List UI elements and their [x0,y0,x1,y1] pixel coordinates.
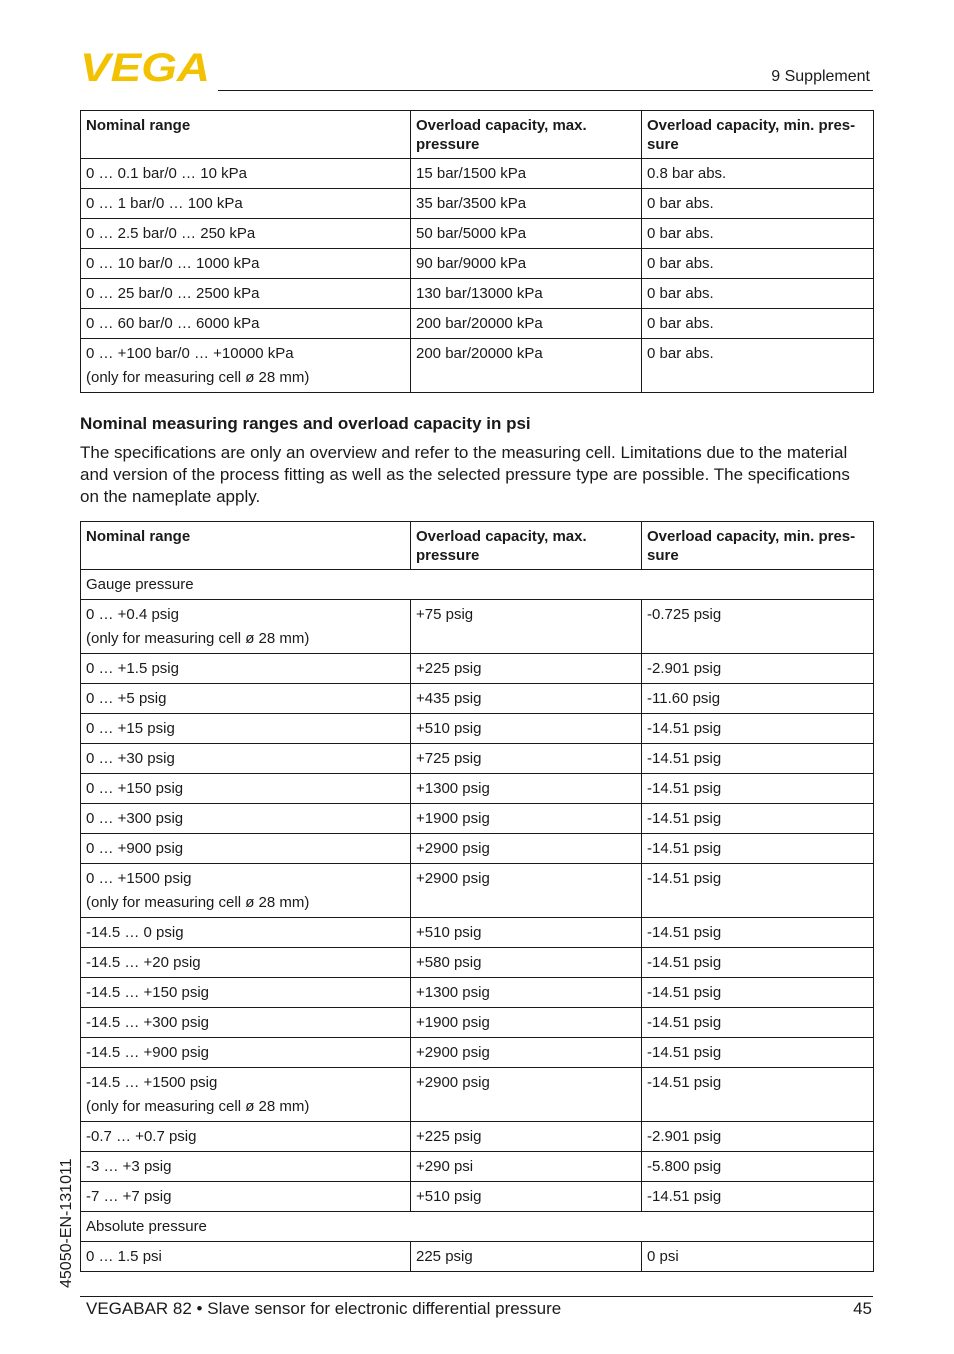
table-row [81,774,874,804]
footer-title: VEGABAR 82 • Slave sensor for electronic differential pressure [86,1299,562,1318]
nominal-range-cell [81,804,411,834]
overload-min-cell-text: 0 bar abs. [647,225,714,242]
overload-min-cell [642,918,874,948]
table-row [81,1008,874,1038]
table-row [81,339,874,393]
overload-min-cell [642,1038,874,1068]
overload-max-cell [411,918,642,948]
table-row [81,189,874,219]
nominal-range-cell [81,339,411,393]
nominal-range-cell-text: 0 … 1 bar/0 … 100 kPa [86,195,243,212]
overload-min-cell [642,714,874,744]
table-row [81,279,874,309]
nominal-range-cell-text: 0 … +100 bar/0 … +10000 kPa [86,345,294,362]
nominal-range-cell [81,1182,411,1212]
section-heading: Nominal measuring ranges and overload capacity in psi [80,414,531,433]
overload-min-cell [642,1068,874,1122]
overload-max-cell [411,1242,642,1272]
overload-max-cell-text: +435 psig [416,690,482,707]
document-id: 45050-EN-131011 [58,1158,75,1288]
nominal-range-cell-text: -7 … +7 psig [86,1188,172,1205]
nominal-range-cell [81,1068,411,1122]
nominal-range-cell-text: 0 … 10 bar/0 … 1000 kPa [86,255,260,272]
overload-min-cell [642,1122,874,1152]
overload-min-cell-text: -14.51 psig [647,810,722,827]
overload-max-cell [411,684,642,714]
overload-max-cell [411,159,642,189]
table-row [81,219,874,249]
overload-max-cell-text: +2900 psig [416,1044,490,1061]
nominal-range-cell [81,600,411,654]
nominal-range-cell [81,249,411,279]
psi-range-table [80,521,874,1272]
overload-min-cell-text: -2.901 psig [647,1128,722,1145]
table-row [81,918,874,948]
nominal-range-cell [81,864,411,918]
overload-max-cell [411,1122,642,1152]
overload-max-cell-text: +1900 psig [416,1014,490,1031]
nominal-range-cell [81,189,411,219]
overload-max-cell-text: +2900 psig [416,1074,490,1091]
overload-min-cell-text: 0 bar abs. [647,315,714,332]
overload-max-cell-text: +75 psig [416,606,474,623]
overload-min-cell [642,339,874,393]
nominal-range-cell [81,1122,411,1152]
nominal-range-cell-text: 0 … +1.5 psig [86,660,179,677]
overload-max-cell-text: 200 bar/20000 kPa [416,315,543,332]
table-header-row [81,111,874,159]
overload-max-cell-text: 130 bar/13000 kPa [416,285,543,302]
nominal-range-cell [81,684,411,714]
section-paragraph: The specifications are only an overview and refer to the measuring cell. Limitations due to the material and version of the process fitting as well as the selected pressure type are possible. The specifications on the nameplate apply. [80,443,850,506]
table-row [81,1242,874,1272]
overload-max-cell [411,948,642,978]
table-row [81,948,874,978]
table-row [81,1068,874,1122]
nominal-range-cell-text: 0 … +0.4 psig [86,606,179,623]
nominal-range-cell [81,948,411,978]
overload-max-cell-text: 35 bar/3500 kPa [416,195,527,212]
overload-max-cell [411,864,642,918]
nominal-range-cell-text: -14.5 … +900 psig [86,1044,209,1061]
group-gauge-pressure-label: Gauge pressure [81,570,874,600]
overload-max-cell [411,834,642,864]
table-row [81,309,874,339]
overload-min-cell-text: 0 bar abs. [647,345,714,362]
overload-max-cell [411,744,642,774]
nominal-range-cell [81,834,411,864]
overload-max-cell [411,1038,642,1068]
nominal-range-cell-text: 0 … 0.1 bar/0 … 10 kPa [86,165,247,182]
overload-min-cell [642,1152,874,1182]
overload-max-cell [411,309,642,339]
overload-max-cell [411,189,642,219]
overload-min-cell [642,684,874,714]
overload-min-cell [642,1182,874,1212]
overload-max-cell [411,804,642,834]
nominal-range-cell [81,978,411,1008]
table-row [81,1038,874,1068]
overload-min-cell [642,219,874,249]
overload-min-cell [642,159,874,189]
overload-min-cell [642,1008,874,1038]
overload-min-cell [642,864,874,918]
cell-note: (only for measuring cell ø 28 mm) [86,369,310,386]
overload-max-cell-text: +510 psig [416,924,482,941]
overload-max-cell [411,219,642,249]
overload-max-cell [411,774,642,804]
table-row [81,744,874,774]
overload-min-cell-text: -14.51 psig [647,840,722,857]
nominal-range-cell-text: 0 … 25 bar/0 … 2500 kPa [86,285,260,302]
overload-max-cell-text: 200 bar/20000 kPa [416,345,543,362]
overload-max-cell-text: +225 psig [416,660,482,677]
overload-min-cell-text: 0 bar abs. [647,285,714,302]
nominal-range-cell [81,774,411,804]
overload-max-cell-text: 15 bar/1500 kPa [416,165,527,182]
table-row [81,1152,874,1182]
nominal-range-cell [81,1152,411,1182]
overload-min-cell-text: -14.51 psig [647,984,722,1001]
nominal-range-cell [81,1038,411,1068]
overload-min-cell-text: -14.51 psig [647,750,722,767]
overload-min-cell [642,189,874,219]
header-nominal-range: Nominal range [81,111,411,159]
overload-min-cell [642,279,874,309]
overload-max-cell [411,978,642,1008]
nominal-range-cell-text: 0 … +30 psig [86,750,175,767]
nominal-range-cell-text: -14.5 … +1500 psig [86,1074,218,1091]
overload-min-cell [642,249,874,279]
vega-logo [80,50,212,84]
overload-min-cell-text: -0.725 psig [647,606,722,623]
nominal-range-cell-text: -0.7 … +0.7 psig [86,1128,197,1145]
nominal-range-cell [81,1008,411,1038]
overload-min-cell [642,948,874,978]
nominal-range-cell-text: 0 … +5 psig [86,690,167,707]
overload-min-cell-text: -14.51 psig [647,924,722,941]
table-header-row [81,522,874,570]
group-absolute-pressure [81,1212,874,1242]
header-overload-min: Overload capacity, min. pres-sure [642,111,874,159]
overload-max-cell [411,1182,642,1212]
table-row [81,834,874,864]
nominal-range-cell [81,1242,411,1272]
overload-max-cell [411,1068,642,1122]
overload-min-cell [642,309,874,339]
table-row [81,654,874,684]
overload-max-cell-text: 225 psig [416,1248,473,1265]
overload-min-cell-text: 0.8 bar abs. [647,165,727,182]
header-overload-max: Overload capacity, max. pressure [411,522,642,570]
cell-note: (only for measuring cell ø 28 mm) [86,894,310,911]
overload-min-cell [642,600,874,654]
overload-max-cell-text: +580 psig [416,954,482,971]
overload-min-cell-text: -14.51 psig [647,1044,722,1061]
nominal-range-cell-text: 0 … 60 bar/0 … 6000 kPa [86,315,260,332]
nominal-range-cell [81,744,411,774]
overload-max-cell [411,654,642,684]
overload-max-cell-text: +2900 psig [416,870,490,887]
nominal-range-cell [81,654,411,684]
overload-max-cell-text: +510 psig [416,720,482,737]
nominal-range-cell-text: -14.5 … +20 psig [86,954,201,971]
header-overload-min: Overload capacity, min. pres-sure [642,522,874,570]
page-number: 45 [853,1299,872,1318]
overload-min-cell-text: -14.51 psig [647,1188,722,1205]
nominal-range-cell-text: 0 … +1500 psig [86,870,192,887]
overload-max-cell-text: +725 psig [416,750,482,767]
overload-max-cell [411,339,642,393]
overload-min-cell-text: -14.51 psig [647,1014,722,1031]
overload-max-cell-text: +225 psig [416,1128,482,1145]
overload-min-cell [642,978,874,1008]
table-row [81,249,874,279]
table-row [81,600,874,654]
nominal-range-cell [81,918,411,948]
table-row [81,684,874,714]
overload-min-cell [642,654,874,684]
overload-max-cell-text: +1900 psig [416,810,490,827]
nominal-range-cell-text: -14.5 … 0 psig [86,924,184,941]
nominal-range-cell-text: 0 … 1.5 psi [86,1248,162,1265]
cell-note: (only for measuring cell ø 28 mm) [86,630,310,647]
overload-min-cell-text: -11.60 psig [647,690,721,707]
overload-max-cell [411,600,642,654]
overload-max-cell [411,1152,642,1182]
overload-max-cell-text: +290 psi [416,1158,474,1175]
overload-max-cell [411,249,642,279]
nominal-range-cell-text: 0 … +900 psig [86,840,184,857]
overload-min-cell [642,774,874,804]
nominal-range-cell-text: -14.5 … +300 psig [86,1014,209,1031]
table-row [81,864,874,918]
overload-max-cell-text: +2900 psig [416,840,490,857]
group-gauge-pressure [81,570,874,600]
overload-min-cell-text: -14.51 psig [647,720,722,737]
section-label: 9 Supplement [771,68,870,85]
overload-max-cell-text: +1300 psig [416,984,490,1001]
nominal-range-cell-text: -3 … +3 psig [86,1158,172,1175]
table-row [81,714,874,744]
nominal-range-cell-text: 0 … +150 psig [86,780,184,797]
overload-max-cell [411,714,642,744]
overload-max-cell-text: 90 bar/9000 kPa [416,255,527,272]
bar-range-table [80,110,874,393]
overload-max-cell-text: +1300 psig [416,780,490,797]
overload-min-cell [642,834,874,864]
cell-note: (only for measuring cell ø 28 mm) [86,1098,310,1115]
overload-min-cell-text: 0 psi [647,1248,679,1265]
nominal-range-cell [81,219,411,249]
overload-max-cell-text: 50 bar/5000 kPa [416,225,527,242]
overload-min-cell-text: -14.51 psig [647,780,722,797]
nominal-range-cell-text: 0 … +15 psig [86,720,175,737]
overload-min-cell [642,744,874,774]
overload-min-cell-text: 0 bar abs. [647,255,714,272]
table-row [81,978,874,1008]
header-rule [218,90,873,91]
overload-min-cell-text: -14.51 psig [647,870,722,887]
overload-min-cell-text: -5.800 psig [647,1158,722,1175]
overload-min-cell-text: -14.51 psig [647,1074,722,1091]
table-row [81,1122,874,1152]
nominal-range-cell-text: 0 … 2.5 bar/0 … 250 kPa [86,225,256,242]
nominal-range-cell-text: 0 … +300 psig [86,810,184,827]
header-overload-max: Overload capacity, max. pressure [411,111,642,159]
vega-logo-text: VEGA [80,50,210,84]
overload-min-cell [642,1242,874,1272]
nominal-range-cell [81,714,411,744]
nominal-range-cell [81,309,411,339]
nominal-range-cell-text: -14.5 … +150 psig [86,984,209,1001]
overload-max-cell [411,1008,642,1038]
nominal-range-cell [81,159,411,189]
overload-max-cell [411,279,642,309]
table-row [81,1182,874,1212]
header-nominal-range: Nominal range [81,522,411,570]
footer-rule [80,1296,873,1297]
overload-max-cell-text: +510 psig [416,1188,482,1205]
table-row [81,159,874,189]
overload-min-cell-text: 0 bar abs. [647,195,714,212]
nominal-range-cell [81,279,411,309]
overload-min-cell [642,804,874,834]
overload-min-cell-text: -2.901 psig [647,660,722,677]
group-absolute-pressure-label: Absolute pressure [81,1212,874,1242]
overload-min-cell-text: -14.51 psig [647,954,722,971]
table-row [81,804,874,834]
